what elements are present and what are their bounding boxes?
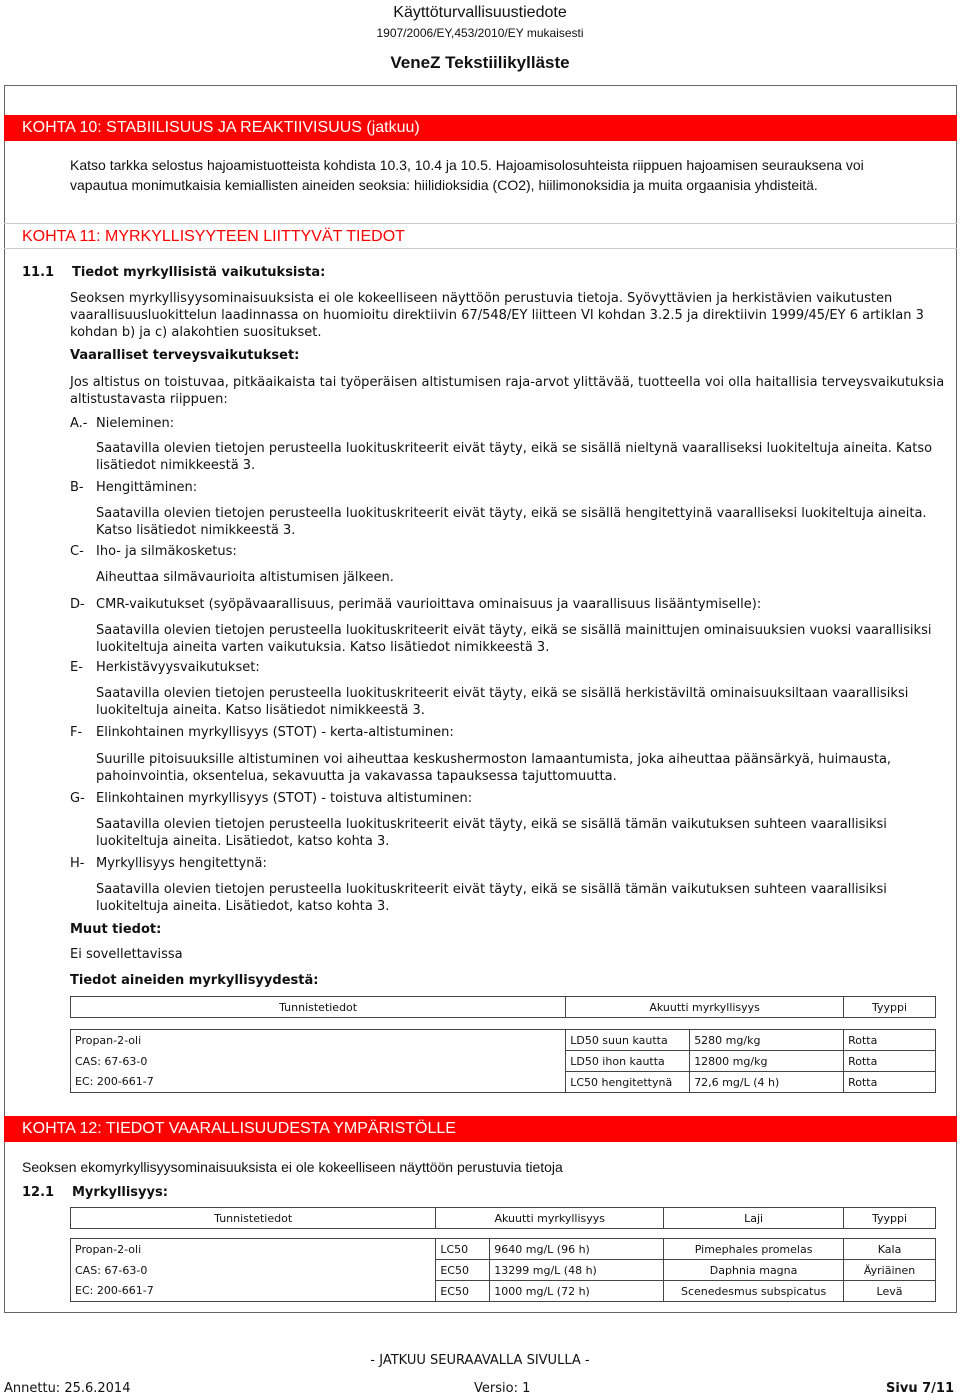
test-type: LC50	[436, 1239, 490, 1260]
ecotoxicity-table	[70, 1207, 936, 1302]
item-g-title: Elinkohtainen myrkyllisyys (STOT) - toistuva altistuminen:	[96, 791, 473, 806]
toxicity-table	[70, 996, 936, 1093]
item-a-title: Nieleminen:	[96, 416, 175, 431]
health-effects-line-1: Jos altistus on toistuvaa, pitkäaikaista tai työperäisen altistumisen raja-arvot ylittävää, tuotteella voi olla haitallisia terveysvaikutuksia	[70, 375, 945, 390]
test-type: LD50 ihon kautta	[566, 1051, 690, 1072]
item-e-text-1: Saatavilla olevien tietojen perusteella luokituskriteerit eivät täyty, eikä se sisällä herkistäviltä ominaisuuksiltaan vaarallisiksi	[96, 686, 909, 701]
item-f-text-1: Suurille pitoisuuksille altistuminen voi aiheuttaa keskushermoston lamaantumista, joka aiheuttaa päänsärkyä, huimausta,	[96, 752, 892, 767]
ec-number: EC: 200-661-7	[71, 1281, 436, 1302]
test-value: 9640 mg/L (96 h)	[490, 1239, 664, 1260]
cas-number: CAS: 67-63-0	[71, 1051, 566, 1072]
header-acute-toxicity: Akuutti myrkyllisyys	[436, 1208, 664, 1229]
section-10-line-2: vapautua monimutkaisia kemiallisten aineiden seoksia: hiilidioksidia (CO2), hiilimonoksidia ja muita orgaanisia yhdisteitä.	[70, 177, 818, 193]
tox-intro-line-3: kohdan b) ja c) alakohtien suositukset.	[70, 325, 322, 340]
tox-intro-line-2: vaarallisuusluokittelun laadinnassa on huomioitu direktiivin 67/548/EY liitteen VI kohdan 3.2.5 ja direktiivin 1999/45/EY 6 artiklan 3	[70, 308, 924, 323]
table-header-row	[71, 1208, 936, 1229]
organism-type: Rotta	[844, 1051, 936, 1072]
item-g-letter: G-	[70, 791, 85, 806]
test-type: LD50 suun kautta	[566, 1030, 690, 1051]
subsection-11-1-title: Tiedot myrkyllisistä vaikutuksista:	[72, 265, 326, 280]
test-value: 13299 mg/L (48 h)	[490, 1260, 664, 1281]
header-species: Laji	[664, 1208, 844, 1229]
item-e-title: Herkistävyysvaikutukset:	[96, 660, 260, 675]
table-header-row	[71, 997, 936, 1018]
item-a-text-2: lisätiedot nimikkeestä 3.	[96, 458, 256, 473]
header-type: Tyyppi	[844, 997, 936, 1018]
item-f-letter: F-	[70, 725, 83, 740]
table-row	[71, 1239, 936, 1260]
item-b-title: Hengittäminen:	[96, 480, 198, 495]
item-f-title: Elinkohtainen myrkyllisyys (STOT) - kerta-altistuminen:	[96, 725, 454, 740]
header-type: Tyyppi	[844, 1208, 936, 1229]
health-effects-title: Vaaralliset terveysvaikutukset:	[70, 348, 300, 363]
product-name: VeneZ Tekstiilikylläste	[390, 53, 570, 72]
item-c-title: Iho- ja silmäkosketus:	[96, 544, 237, 559]
cas-number: CAS: 67-63-0	[71, 1260, 436, 1281]
item-f-text-2: pahoinvointia, oksentelua, sekavuutta ja vakavassa tapauksessa tajuttomuutta.	[96, 769, 617, 784]
substance-name: Propan-2-oli	[71, 1030, 566, 1051]
item-e-text-2: luokiteltuja aineita. Katso lisätiedot nimikkeestä 3.	[96, 703, 425, 718]
section-10-line-1: Katso tarkka selostus hajoamistuotteista kohdista 10.3, 10.4 ja 10.5. Hajoamisolosuhteista riippuen hajoamisen seurauksena voi	[70, 157, 864, 173]
item-h-letter: H-	[70, 856, 85, 871]
test-value: 1000 mg/L (72 h)	[490, 1281, 664, 1302]
species-name: Daphnia magna	[664, 1260, 844, 1281]
version-number: Versio: 1	[474, 1381, 531, 1396]
item-b-letter: B-	[70, 480, 84, 495]
section-12-heading: KOHTA 12: TIEDOT VAARALLISUUDESTA YMPÄRISTÖLLE	[4, 1116, 957, 1142]
item-d-text-2: luokiteltuja aineita varten vaikutuksia. Katso lisätiedot nimikkeestä 3.	[96, 640, 550, 655]
item-d-letter: D-	[70, 597, 85, 612]
header-identification: Tunnistetiedot	[71, 1208, 436, 1229]
health-effects-line-2: altistustavasta riippuen:	[70, 392, 228, 407]
item-e-letter: E-	[70, 660, 83, 675]
organism-type: Kala	[844, 1239, 936, 1260]
section-10-heading: KOHTA 10: STABIILISUUS JA REAKTIIVISUUS (jatkuu)	[4, 115, 957, 141]
item-c-letter: C-	[70, 544, 84, 559]
organism-type: Äyriäinen	[844, 1260, 936, 1281]
item-c-text-1: Aiheuttaa silmävaurioita altistumisen jälkeen.	[96, 570, 394, 585]
continue-notice: - JATKUU SEURAAVALLA SIVULLA -	[370, 1353, 590, 1368]
item-d-text-1: Saatavilla olevien tietojen perusteella luokituskriteerit eivät täyty, eikä se sisällä mainittujen ominaisuuksien vuoksi vaarallisiksi	[96, 623, 932, 638]
header-identification: Tunnistetiedot	[71, 997, 566, 1018]
page-number: Sivu 7/11	[886, 1381, 954, 1396]
eco-intro: Seoksen ekomyrkyllisyysominaisuuksista ei ole kokeelliseen näyttöön perustuvia tietoja	[22, 1159, 563, 1175]
table-row	[71, 1072, 936, 1093]
item-a-text-1: Saatavilla olevien tietojen perusteella luokituskriteerit eivät täyty, eikä se sisällä nieltynä vaaralliseksi luokiteltuja aineita. Katso	[96, 441, 933, 456]
ec-number: EC: 200-661-7	[71, 1072, 566, 1093]
species-name: Pimephales promelas	[664, 1239, 844, 1260]
substance-name: Propan-2-oli	[71, 1239, 436, 1260]
regulation-reference: 1907/2006/EY,453/2010/EY mukaisesti	[376, 26, 584, 40]
item-h-text-2: luokiteltuja aineita. Lisätiedot, katso kohta 3.	[96, 899, 390, 914]
table-row	[71, 1281, 936, 1302]
test-value: 72,6 mg/L (4 h)	[690, 1072, 844, 1093]
species-name: Scenedesmus subspicatus	[664, 1281, 844, 1302]
document-title: Käyttöturvallisuustiedote	[393, 4, 567, 21]
other-info-text: Ei sovellettavissa	[70, 947, 183, 962]
tox-intro-line-1: Seoksen myrkyllisyysominaisuuksista ei ole kokeelliseen näyttöön perustuvia tietoja. Syövyttävien ja herkistävien vaikutusten	[70, 291, 893, 306]
organism-type: Levä	[844, 1281, 936, 1302]
test-value: 5280 mg/kg	[690, 1030, 844, 1051]
table-row	[71, 1051, 936, 1072]
item-h-title: Myrkyllisyys hengitettynä:	[96, 856, 267, 871]
test-type: EC50	[436, 1260, 490, 1281]
table-row	[71, 1030, 936, 1051]
item-b-text-2: Katso lisätiedot nimikkeestä 3.	[96, 523, 296, 538]
item-b-text-1: Saatavilla olevien tietojen perusteella luokituskriteerit eivät täyty, eikä se sisällä hengitettyinä vaaralliseksi luokiteltuja aineita.	[96, 506, 927, 521]
organism-type: Rotta	[844, 1072, 936, 1093]
item-h-text-1: Saatavilla olevien tietojen perusteella luokituskriteerit eivät täyty, eikä se sisällä tämän vaikutuksen suhteen vaarallisiksi	[96, 882, 887, 897]
tox-data-title: Tiedot aineiden myrkyllisyydestä:	[70, 973, 319, 988]
subsection-11-1-number: 11.1	[22, 265, 55, 280]
item-a-letter: A.-	[70, 416, 88, 431]
item-g-text-1: Saatavilla olevien tietojen perusteella luokituskriteerit eivät täyty, eikä se sisällä tämän vaikutuksen suhteen vaarallisiksi	[96, 817, 887, 832]
other-info-title: Muut tiedot:	[70, 922, 162, 937]
header-acute-toxicity: Akuutti myrkyllisyys	[566, 997, 844, 1018]
item-d-title: CMR-vaikutukset (syöpävaarallisuus, perimää vaurioittava ominaisuus ja vaarallisuus lisääntymiselle):	[96, 597, 762, 612]
subsection-12-1-title: Myrkyllisyys:	[72, 1185, 168, 1200]
item-g-text-2: luokiteltuja aineita. Lisätiedot, katso kohta 3.	[96, 834, 390, 849]
organism-type: Rotta	[844, 1030, 936, 1051]
issue-date: Annettu: 25.6.2014	[4, 1381, 131, 1396]
test-type: EC50	[436, 1281, 490, 1302]
subsection-12-1-number: 12.1	[22, 1185, 55, 1200]
test-type: LC50 hengitettynä	[566, 1072, 690, 1093]
table-row	[71, 1260, 936, 1281]
section-11-heading: KOHTA 11: MYRKYLLISYYTEEN LIITTYVÄT TIEDOT	[4, 223, 957, 249]
test-value: 12800 mg/kg	[690, 1051, 844, 1072]
